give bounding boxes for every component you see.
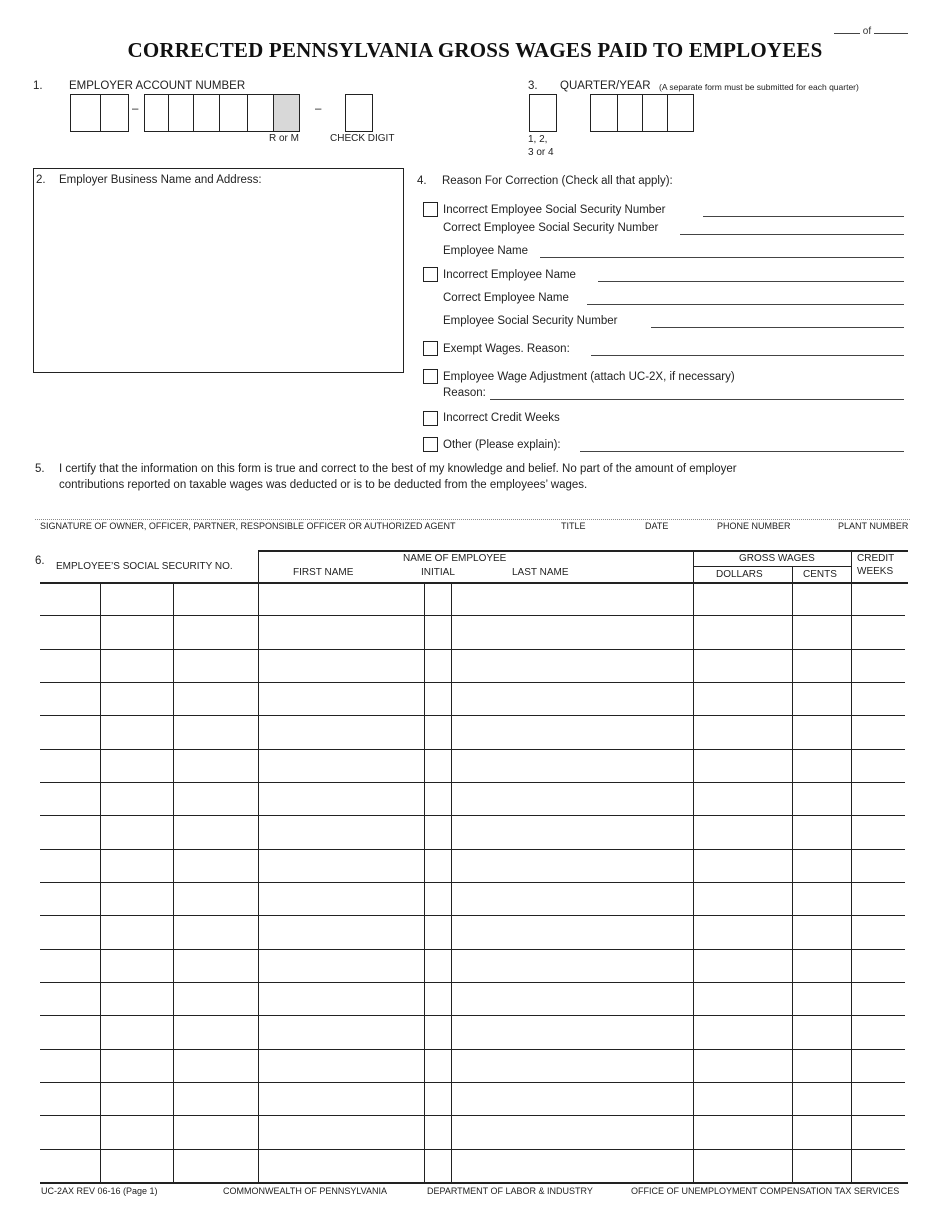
initial-header: INITIAL — [421, 567, 455, 578]
checkbox[interactable] — [423, 369, 438, 384]
section4-number: 4. — [417, 175, 427, 187]
gross-wages-divider — [693, 566, 851, 567]
first-name-header: FIRST NAME — [293, 567, 354, 578]
column-divider — [693, 550, 694, 1182]
column-divider — [792, 566, 793, 1182]
table-row[interactable] — [40, 949, 905, 950]
acct-dash: – — [315, 103, 322, 115]
table-row[interactable] — [40, 1149, 905, 1150]
footer-department: DEPARTMENT OF LABOR & INDUSTRY — [427, 1186, 593, 1196]
page-of-label: of — [862, 26, 872, 37]
footer-office: OFFICE OF UNEMPLOYMENT COMPENSATION TAX SERVICES — [631, 1186, 900, 1196]
table-row[interactable] — [40, 815, 905, 816]
table-row[interactable] — [40, 1115, 905, 1116]
table-bottom-border — [40, 1182, 908, 1184]
acct-digit-box[interactable] — [100, 94, 129, 132]
reason-incorrect-ssn-field[interactable] — [703, 216, 904, 217]
r-or-m-label: R or M — [269, 133, 299, 144]
dollars-header: DOLLARS — [716, 569, 763, 580]
table-top-border — [258, 550, 908, 552]
reason-wage-adjustment-label: Employee Wage Adjustment (attach UC-2X, if necessary) — [443, 371, 735, 383]
checkbox[interactable] — [423, 437, 438, 452]
reason-incorrect-ssn-label: Incorrect Employee Social Security Number — [443, 204, 666, 216]
section3-number: 3. — [528, 80, 538, 92]
acct-digit-box[interactable] — [168, 94, 194, 132]
year-digit-box[interactable] — [590, 94, 618, 132]
reason-exempt-wages-label: Exempt Wages. Reason: — [443, 343, 570, 355]
checkbox[interactable] — [423, 341, 438, 356]
quarter-hint-1: 1, 2, — [528, 134, 548, 145]
correct-name-label: Correct Employee Name — [443, 292, 569, 304]
employee-ssn-field[interactable] — [651, 327, 904, 328]
employee-ssn-label: Employee Social Security Number — [443, 315, 618, 327]
checkbox[interactable] — [423, 411, 438, 426]
check-digit-label: CHECK DIGIT — [330, 133, 395, 144]
table-row[interactable] — [40, 1049, 905, 1050]
quarter-year-note: (A separate form must be submitted for each quarter) — [659, 82, 859, 92]
r-or-m-box[interactable] — [273, 94, 300, 132]
phone-number-label: PHONE NUMBER — [717, 521, 791, 531]
last-name-header: LAST NAME — [512, 567, 569, 578]
quarter-year-label: QUARTER/YEAR — [560, 80, 651, 92]
section5-number: 5. — [35, 463, 45, 475]
reason-incorrect-name-label: Incorrect Employee Name — [443, 269, 576, 281]
employee-name-field[interactable] — [540, 257, 904, 258]
incorrect-name-field[interactable] — [598, 281, 904, 282]
page-of-indicator — [834, 24, 908, 37]
employee-name-label: Employee Name — [443, 245, 529, 257]
page-total-field[interactable] — [874, 24, 908, 34]
wage-adjustment-reason-label: Reason: — [443, 387, 486, 399]
year-digit-box[interactable] — [642, 94, 668, 132]
acct-digit-box[interactable] — [247, 94, 274, 132]
table-row[interactable] — [40, 615, 905, 616]
employer-account-label: EMPLOYER ACCOUNT NUMBER — [69, 80, 246, 92]
section1-number: 1. — [33, 80, 43, 92]
table-row[interactable] — [40, 1015, 905, 1016]
table-row[interactable] — [40, 715, 905, 716]
table-row[interactable] — [40, 982, 905, 983]
year-digit-box[interactable] — [667, 94, 694, 132]
form-title: CORRECTED PENNSYLVANIA GROSS WAGES PAID TO EMPLOYEES — [127, 38, 823, 62]
date-label: DATE — [645, 521, 669, 531]
checkbox[interactable] — [423, 267, 438, 282]
acct-dash: – — [132, 103, 139, 115]
weeks-header: WEEKS — [857, 566, 894, 577]
table-row[interactable] — [40, 882, 905, 883]
certification-text-line1: I certify that the information on this form is true and correct to the best of my knowledge and belief. No part of the amount of employer — [59, 463, 737, 475]
table-row[interactable] — [40, 849, 905, 850]
acct-digit-box[interactable] — [70, 94, 101, 132]
correct-ssn-label: Correct Employee Social Security Number — [443, 222, 659, 234]
reason-for-correction-label: Reason For Correction (Check all that apply): — [442, 175, 673, 187]
correct-ssn-field[interactable] — [680, 234, 904, 235]
signature-label: SIGNATURE OF OWNER, OFFICER, PARTNER, RESPONSIBLE OFFICER OR AUTHORIZED AGENT — [40, 521, 456, 531]
form-id: UC-2AX REV 06-16 (Page 1) — [41, 1186, 158, 1196]
employer-name-address-box[interactable] — [33, 168, 404, 373]
employer-name-address-label: Employer Business Name and Address: — [59, 174, 262, 186]
reason-other-label: Other (Please explain): — [443, 439, 561, 451]
page-number-field[interactable] — [834, 24, 860, 34]
certification-text-line2: contributions reported on taxable wages was deducted or is to be deducted from the employees’ wages. — [59, 479, 588, 491]
check-digit-box[interactable] — [345, 94, 373, 132]
quarter-hint-2: 3 or 4 — [528, 147, 554, 158]
plant-number-label: PLANT NUMBER — [838, 521, 909, 531]
year-digit-box[interactable] — [617, 94, 643, 132]
section2-number: 2. — [36, 174, 46, 186]
table-header-border — [40, 582, 908, 584]
column-divider — [258, 550, 259, 1182]
gross-wages-header: GROSS WAGES — [739, 553, 815, 564]
quarter-box[interactable] — [529, 94, 557, 132]
signature-line[interactable] — [35, 519, 910, 520]
acct-digit-box[interactable] — [144, 94, 169, 132]
exempt-wages-reason-field[interactable] — [591, 355, 904, 356]
footer-commonwealth: COMMONWEALTH OF PENNSYLVANIA — [223, 1186, 388, 1196]
table-row[interactable] — [40, 1082, 905, 1083]
table-row[interactable] — [40, 915, 905, 916]
column-divider — [851, 550, 852, 1182]
acct-digit-box[interactable] — [193, 94, 220, 132]
table-row[interactable] — [40, 649, 905, 650]
cents-header: CENTS — [803, 569, 837, 580]
acct-digit-box[interactable] — [219, 94, 248, 132]
ssn-header: EMPLOYEE’S SOCIAL SECURITY NO. — [56, 561, 233, 572]
table-row[interactable] — [40, 682, 905, 683]
reason-incorrect-credit-weeks-label: Incorrect Credit Weeks — [443, 412, 560, 424]
other-explain-field[interactable] — [580, 451, 904, 452]
correct-name-field[interactable] — [587, 304, 904, 305]
section6-number: 6. — [35, 555, 45, 567]
table-row[interactable] — [40, 749, 905, 750]
checkbox[interactable] — [423, 202, 438, 217]
credit-header: CREDIT — [857, 553, 895, 564]
name-of-employee-header: NAME OF EMPLOYEE — [403, 553, 507, 564]
table-row[interactable] — [40, 782, 905, 783]
wage-adjustment-reason-field[interactable] — [490, 399, 904, 400]
title-label: TITLE — [561, 521, 586, 531]
